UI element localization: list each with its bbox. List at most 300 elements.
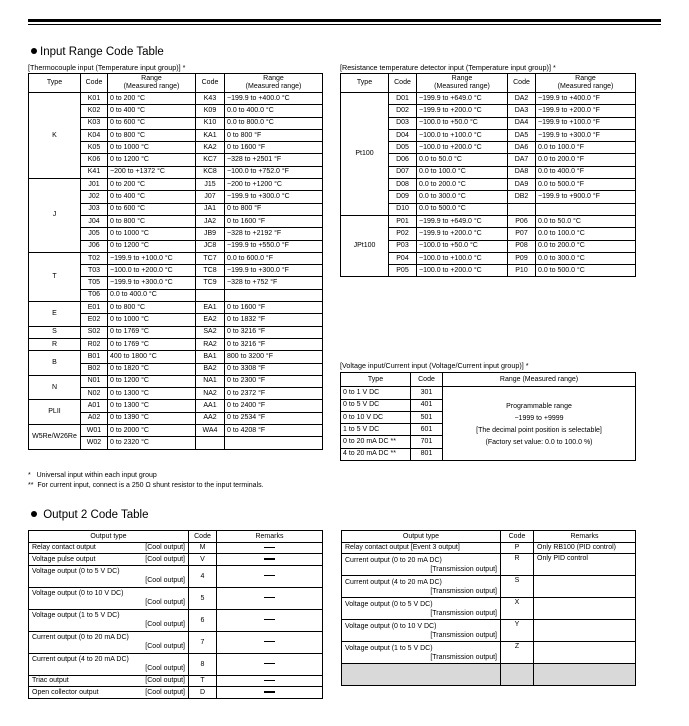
output-type-sub: [Cool output]	[145, 665, 185, 672]
code-cell	[508, 203, 536, 215]
code-cell: KA1	[196, 129, 225, 141]
code-cell: DA4	[508, 117, 536, 129]
range-cell: 0.0 to 400.0 °C	[225, 105, 323, 117]
code-cell: DA3	[508, 105, 536, 117]
table-row	[29, 565, 323, 587]
output-right-wrap	[341, 530, 636, 686]
output-type-label: Current output (4 to 20 mA DC)	[345, 578, 442, 586]
code-cell: P05	[389, 265, 417, 277]
voltage-table	[340, 372, 636, 461]
section1-title	[31, 46, 164, 58]
range-cell: 0 to 3216 °F	[225, 326, 323, 338]
voltage-body	[341, 387, 636, 461]
col-range: Range (Measured range)	[536, 74, 636, 93]
range-cell: −200 to +1372 °C	[108, 166, 196, 178]
output-type-label: Voltage output (0 to 10 V DC)	[32, 590, 124, 597]
range-cell: 400 to 1800 °C	[108, 351, 196, 363]
remarks-cell	[217, 609, 323, 631]
type-cell: PLII	[29, 400, 81, 425]
code-cell: P09	[508, 252, 536, 264]
range-line: [The decimal point position is selectable]	[476, 427, 602, 435]
range-cell: −199.9 to +550.0 °F	[225, 240, 323, 252]
range-cell: −199.9 to +300.0 °F	[536, 129, 636, 141]
range-cell: −100.0 to +50.0 °C	[417, 240, 508, 252]
table-row	[29, 653, 323, 675]
table-row	[342, 554, 636, 576]
type-cell: E	[29, 302, 81, 327]
range-cell: 0 to 800 °F	[225, 129, 323, 141]
range-cell: 0 to 1820 °C	[108, 363, 196, 375]
output-type-cell	[29, 631, 189, 653]
code-cell: K41	[81, 166, 108, 178]
output-type-cell	[342, 542, 501, 554]
remarks-cell	[217, 565, 323, 587]
output-type-label: Voltage pulse output	[32, 555, 96, 563]
table-row	[342, 642, 636, 664]
range-cell: 0 to 4208 °F	[225, 425, 323, 437]
dash-mark	[264, 619, 275, 621]
code-cell: J05	[81, 228, 108, 240]
col-range: Range (Measured range)	[225, 74, 323, 93]
range-cell: 0 to 2372 °F	[225, 388, 323, 400]
remarks-cell	[217, 675, 323, 687]
dash-mark	[264, 575, 275, 577]
output-type-sub: [Cool output]	[145, 555, 185, 563]
code-cell: D10	[389, 203, 417, 215]
remarks-cell	[217, 542, 323, 554]
range-line: (Factory set value: 0.0 to 100.0 %)	[485, 439, 593, 447]
type-cell: 0 to 5 V DC	[341, 399, 411, 411]
col-code: Code	[196, 74, 225, 93]
output-type-sub: [Cool output]	[145, 677, 185, 685]
output-left-body	[29, 542, 323, 698]
section2-title-text: Output 2 Code Table	[43, 509, 149, 521]
type-cell: J	[29, 179, 81, 253]
col-range: Range (Measured range)	[443, 373, 636, 387]
code-cell: X	[501, 598, 534, 620]
dash-mark	[264, 547, 275, 549]
note-1: * Universal input within each input group	[28, 472, 157, 479]
range-cell: 0.0 to 400.0 °F	[536, 166, 636, 178]
range-cell: 0 to 2320 °C	[108, 437, 196, 449]
code-cell: D01	[389, 93, 417, 105]
type-cell: N	[29, 375, 81, 400]
range-cell: 0.0 to 400.0 °C	[108, 289, 196, 301]
output-left-table	[28, 530, 323, 699]
output-type-label: Voltage output (0 to 5 V DC)	[32, 568, 120, 575]
output-type-cell	[342, 620, 501, 642]
output-type-label: Current output (4 to 20 mA DC)	[32, 656, 129, 663]
output-type-label: Current output (0 to 20 mA DC)	[345, 556, 442, 564]
range-cell: −199.9 to +400.0 °C	[225, 93, 323, 105]
output-right-body	[342, 542, 636, 686]
type-cell: W5Re/W26Re	[29, 425, 81, 450]
thermocouple-table-wrap	[28, 73, 323, 450]
output-right-header-row	[342, 531, 636, 543]
range-cell: 0.0 to 100.0 °C	[417, 166, 508, 178]
blank-cell	[534, 664, 636, 686]
section2-title	[31, 509, 148, 521]
code-cell: J07	[196, 191, 225, 203]
col-type: Type	[341, 74, 389, 93]
type-cell: JPt100	[341, 215, 389, 276]
range-cell: −199.9 to +300.0 °C	[108, 277, 196, 289]
code-cell: P03	[389, 240, 417, 252]
thermocouple-body	[29, 93, 323, 450]
code-cell: DA5	[508, 129, 536, 141]
top-rule-thin	[28, 24, 661, 25]
code-cell: R02	[81, 338, 108, 350]
range-cell: 0.0 to 100.0 °C	[536, 228, 636, 240]
code-cell: JC8	[196, 240, 225, 252]
range-cell: 0 to 1600 °F	[225, 215, 323, 227]
code-cell: BA1	[196, 351, 225, 363]
range-cell: 0 to 1600 °F	[225, 142, 323, 154]
code-cell: P04	[389, 252, 417, 264]
range-cell: −328 to +2192 °F	[225, 228, 323, 240]
rtd-caption: [Resistance temperature detector input (Temperature input group)] *	[340, 63, 556, 72]
range-cell: 0.0 to 300.0 °C	[536, 252, 636, 264]
range-cell: 0 to 2300 °F	[225, 375, 323, 387]
range-cell: 0.0 to 200.0 °C	[536, 240, 636, 252]
code-cell: JA2	[196, 215, 225, 227]
dash-mark	[264, 597, 275, 599]
code-cell: J02	[81, 191, 108, 203]
range-cell: 0 to 1769 °C	[108, 338, 196, 350]
range-cell: −199.9 to +300.0 °C	[225, 191, 323, 203]
thermocouple-table	[28, 73, 323, 450]
code-cell: DA9	[508, 179, 536, 191]
output-type-cell	[342, 642, 501, 664]
range-cell: 0.0 to 200.0 °F	[536, 154, 636, 166]
code-cell: T06	[81, 289, 108, 301]
table-row	[29, 631, 323, 653]
code-cell: DA7	[508, 154, 536, 166]
output-type-label: Voltage output (0 to 5 V DC)	[345, 600, 433, 608]
range-cell: −199.9 to +100.0 °F	[536, 117, 636, 129]
table-row	[29, 609, 323, 631]
code-cell: D08	[389, 179, 417, 191]
code-cell: D06	[389, 154, 417, 166]
range-cell: 0 to 1300 °C	[108, 388, 196, 400]
range-cell: 0.0 to 500.0 °C	[536, 265, 636, 277]
code-cell: 7	[189, 631, 217, 653]
code-cell: D04	[389, 129, 417, 141]
remarks-cell	[534, 642, 636, 664]
output-type-cell	[342, 598, 501, 620]
output-type-sub: [Transmission output]	[430, 587, 497, 595]
code-cell: E02	[81, 314, 108, 326]
code-cell: K04	[81, 129, 108, 141]
range-cell: 0.0 to 300.0 °C	[417, 191, 508, 203]
voltage-caption: [Voltage input/Current input (Voltage/Current input group)] *	[340, 361, 529, 370]
range-cell: −199.9 to +400.0 °F	[536, 93, 636, 105]
range-cell: 0.0 to 200.0 °C	[417, 179, 508, 191]
range-cell: 0 to 1390 °C	[108, 412, 196, 424]
range-line: Programmable range	[506, 403, 572, 411]
code-cell	[196, 437, 225, 449]
output-type-sub: [Cool output]	[145, 643, 185, 650]
code-cell: DA2	[508, 93, 536, 105]
range-cell: 0 to 1000 °C	[108, 142, 196, 154]
output-type-label: Triac output	[32, 677, 69, 685]
range-cell: −100.0 to +200.0 °C	[417, 265, 508, 277]
range-cell: 0.0 to 500.0 °C	[417, 203, 508, 215]
code-cell: 401	[411, 399, 443, 411]
code-cell: TC8	[196, 265, 225, 277]
code-cell: B02	[81, 363, 108, 375]
code-cell: K03	[81, 117, 108, 129]
rtd-header-row	[341, 74, 636, 93]
output-type-sub: [Transmission output]	[430, 609, 497, 617]
code-cell: Y	[501, 620, 534, 642]
table-row	[342, 598, 636, 620]
code-cell: K43	[196, 93, 225, 105]
code-cell: P02	[389, 228, 417, 240]
range-cell: −199.9 to +649.0 °C	[417, 215, 508, 227]
code-cell: S02	[81, 326, 108, 338]
output-type-label: Relay contact output	[32, 544, 96, 552]
range-cell: −199.9 to +100.0 °C	[108, 252, 196, 264]
remarks-cell	[217, 653, 323, 675]
code-cell: KA2	[196, 142, 225, 154]
range-cell: 0 to 1200 °C	[108, 154, 196, 166]
code-cell: AA2	[196, 412, 225, 424]
code-cell: Z	[501, 642, 534, 664]
code-cell: N02	[81, 388, 108, 400]
code-cell: TC7	[196, 252, 225, 264]
code-cell: J06	[81, 240, 108, 252]
table-row	[29, 326, 323, 338]
bullet-icon	[31, 511, 37, 517]
code-cell: D	[189, 687, 217, 699]
table-row	[29, 252, 323, 264]
range-cell: 0 to 600 °C	[108, 117, 196, 129]
section1-title-text: Input Range Code Table	[40, 46, 164, 58]
code-cell: K06	[81, 154, 108, 166]
table-row	[29, 400, 323, 412]
output-type-sub: [Cool output]	[145, 688, 185, 696]
code-cell: 801	[411, 448, 443, 460]
col-code: Code	[189, 531, 217, 543]
thermocouple-header-row	[29, 74, 323, 93]
rtd-body	[341, 93, 636, 277]
code-cell: 701	[411, 436, 443, 448]
output-type-sub: [Cool output]	[145, 621, 185, 628]
output-type-cell	[29, 587, 189, 609]
col-code: Code	[501, 531, 534, 543]
remarks-cell	[217, 631, 323, 653]
code-cell: R	[501, 554, 534, 576]
output-type-cell	[342, 576, 501, 598]
range-cell: 0 to 400 °C	[108, 105, 196, 117]
thermocouple-caption: [Thermocouple input (Temperature input group)] *	[28, 63, 186, 72]
code-cell: TC9	[196, 277, 225, 289]
range-cell: 0 to 1769 °C	[108, 326, 196, 338]
table-row	[342, 576, 636, 598]
range-cell: 0 to 1000 °C	[108, 228, 196, 240]
table-row	[341, 387, 636, 399]
table-row	[29, 542, 323, 554]
code-cell: A01	[81, 400, 108, 412]
output-type-label: Open collector output	[32, 688, 99, 696]
output-type-cell	[29, 609, 189, 631]
code-cell: K09	[196, 105, 225, 117]
type-cell: 1 to 5 V DC	[341, 424, 411, 436]
range-cell: 0 to 800 °F	[225, 203, 323, 215]
output-type-sub: [Cool output]	[145, 599, 185, 606]
range-cell: −328 to +752 °F	[225, 277, 323, 289]
code-cell: V	[189, 554, 217, 566]
note-2: ** For current input, connect is a 250 Ω shunt resistor to the input terminals.	[28, 482, 264, 489]
code-cell: NA2	[196, 388, 225, 400]
blank-cell	[342, 664, 501, 686]
col-code: Code	[411, 373, 443, 387]
col-remarks: Remarks	[217, 531, 323, 543]
type-cell: S	[29, 326, 81, 338]
output-type-cell	[29, 687, 189, 699]
code-cell: EA1	[196, 302, 225, 314]
code-cell: M	[189, 542, 217, 554]
range-cell: 0 to 3308 °F	[225, 363, 323, 375]
output-type-sub: [Transmission output]	[430, 565, 497, 573]
col-range: Range (Measured range)	[417, 74, 508, 93]
table-row	[29, 554, 323, 566]
table-row	[29, 338, 323, 350]
output-left-header-row	[29, 531, 323, 543]
range-cell: 0 to 1200 °C	[108, 375, 196, 387]
output-right-table	[341, 530, 636, 686]
table-row	[29, 425, 323, 437]
type-cell: K	[29, 93, 81, 179]
code-cell: W01	[81, 425, 108, 437]
code-cell: J03	[81, 203, 108, 215]
code-cell: T02	[81, 252, 108, 264]
range-cell: 0 to 1600 °F	[225, 302, 323, 314]
code-cell: 301	[411, 387, 443, 399]
range-cell: 0 to 2400 °F	[225, 400, 323, 412]
code-cell: K05	[81, 142, 108, 154]
col-code: Code	[81, 74, 108, 93]
range-cell: 0 to 600 °C	[108, 203, 196, 215]
code-cell: E01	[81, 302, 108, 314]
code-cell: EA2	[196, 314, 225, 326]
range-cell	[536, 203, 636, 215]
range-cell: 0.0 to 50.0 °C	[417, 154, 508, 166]
remarks-cell	[534, 620, 636, 642]
type-cell: T	[29, 252, 81, 301]
range-cell: −199.9 to +649.0 °C	[417, 93, 508, 105]
range-cell: 0.0 to 50.0 °C	[536, 215, 636, 227]
code-cell: S	[501, 576, 534, 598]
range-cell: −100.0 to +100.0 °C	[417, 252, 508, 264]
dash-mark	[264, 680, 275, 682]
range-cell	[225, 289, 323, 301]
code-cell	[196, 289, 225, 301]
remarks-cell	[217, 554, 323, 566]
code-cell: K10	[196, 117, 225, 129]
col-type: Type	[29, 74, 81, 93]
code-cell: P07	[508, 228, 536, 240]
range-cell: −100.0 to +200.0 °C	[108, 265, 196, 277]
output-left-wrap	[28, 530, 323, 699]
range-cell: −199.9 to +200.0 °F	[536, 105, 636, 117]
code-cell: T05	[81, 277, 108, 289]
range-cell: −199.9 to +300.0 °F	[225, 265, 323, 277]
range-cell: −100.0 to +752.0 °F	[225, 166, 323, 178]
table-row	[342, 620, 636, 642]
range-cell: −199.9 to +900.0 °F	[536, 191, 636, 203]
range-cell: 0.0 to 800.0 °C	[225, 117, 323, 129]
type-cell: 0 to 20 mA DC **	[341, 436, 411, 448]
col-output-type: Output type	[29, 531, 189, 543]
rtd-table	[340, 73, 636, 277]
range-cell	[443, 387, 636, 461]
col-type: Type	[341, 373, 411, 387]
table-row	[29, 179, 323, 191]
output-type-cell	[29, 675, 189, 687]
voltage-header-row	[341, 373, 636, 387]
type-cell: 0 to 1 V DC	[341, 387, 411, 399]
remarks-cell	[217, 587, 323, 609]
code-cell: W02	[81, 437, 108, 449]
type-cell: 0 to 10 V DC	[341, 411, 411, 423]
table-row	[29, 302, 323, 314]
code-cell: BA2	[196, 363, 225, 375]
col-code: Code	[508, 74, 536, 93]
remarks-cell: Only RB100 (PID control)	[534, 542, 636, 554]
range-cell: 0.0 to 100.0 °F	[536, 142, 636, 154]
output-type-label: Current output (0 to 20 mA DC)	[32, 634, 129, 641]
code-cell: T03	[81, 265, 108, 277]
output-type-cell	[29, 542, 189, 554]
table-row	[342, 542, 636, 554]
code-cell: J15	[196, 179, 225, 191]
type-cell: B	[29, 351, 81, 376]
output-type-sub: [Cool output]	[145, 544, 185, 552]
output-type-sub: [Cool output]	[145, 577, 185, 584]
table-row	[29, 587, 323, 609]
code-cell: DA6	[508, 142, 536, 154]
range-cell	[225, 437, 323, 449]
code-cell: 601	[411, 424, 443, 436]
type-cell: Pt100	[341, 93, 389, 216]
dash-mark	[264, 691, 275, 693]
output-type-cell	[29, 565, 189, 587]
range-cell: 0 to 200 °C	[108, 93, 196, 105]
code-cell: D03	[389, 117, 417, 129]
range-cell: −200 to +1200 °C	[225, 179, 323, 191]
range-cell: 0 to 800 °C	[108, 215, 196, 227]
type-cell: R	[29, 338, 81, 350]
range-cell: −100.0 to +200.0 °C	[417, 142, 508, 154]
table-row	[29, 675, 323, 687]
range-cell: −100.0 to +50.0 °C	[417, 117, 508, 129]
code-cell: KC8	[196, 166, 225, 178]
range-cell: 0 to 3216 °F	[225, 338, 323, 350]
remarks-cell: Only PID control	[534, 554, 636, 576]
range-cell: 0 to 200 °C	[108, 179, 196, 191]
remarks-cell	[217, 687, 323, 699]
code-cell: T	[189, 675, 217, 687]
code-cell: AA1	[196, 400, 225, 412]
range-cell: 0 to 2534 °F	[225, 412, 323, 424]
code-cell: JB9	[196, 228, 225, 240]
range-cell: 0.0 to 600.0 °F	[225, 252, 323, 264]
code-cell: D02	[389, 105, 417, 117]
output-type-label: Voltage output (1 to 5 V DC)	[345, 644, 433, 652]
code-cell: RA2	[196, 338, 225, 350]
